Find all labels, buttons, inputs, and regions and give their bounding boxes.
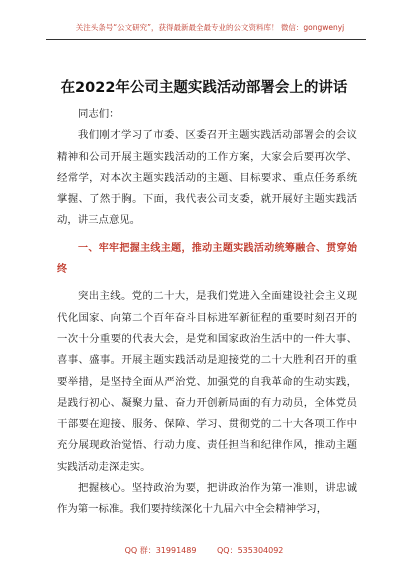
document-body: [57, 104, 357, 521]
body-paragraph: 突出主线。党的二十大，是我们党进入全面建设社会主义现代化国家、向第二个百年奋斗目标进军新征程的重要时刻召开的一次十分重要的代表大会，是党和国家政治生活中的一件大事、喜事、盛事。开展主题实践活动是迎接党的二十大胜利召开的重要举措，是坚持全面从严治党、加强党的自我革命的生动实践，是践行初心、凝聚力量、奋力开创新局面的有力动员，全体党员干部要在迎接、服务、保障、学习、贯彻党的二十大各项工作中充分展现政治觉悟、行动力度、责任担当和纪律作风，推动主题实践活动走深走实。: [57, 290, 357, 473]
document-title: 在2022年公司主题实践活动部署会上的讲话: [60, 80, 348, 96]
header-divider: [46, 39, 366, 40]
qq-text: QQ：535304092: [217, 546, 284, 555]
header-banner[interactable]: 关注头条号“公文研究”，获得最新最全最专业的公文资料库！ 微信：gongwenyj: [75, 23, 345, 32]
greeting: 同志们：: [78, 108, 120, 120]
intro-paragraph: 我们刚才学习了市委、区委召开主题实践活动部署会的会议精神和公司开展主题实践活动的工作方案，大家会后要再次学、经常学，对本次主题实践活动的主题、目标要求、重点任务系统掌握、了然于胸。下面，我代表公司支委，就开展好主题实践活动，讲三点意见。: [57, 129, 357, 227]
section-heading: 一、牢牢把握主线主题，推动主题实践活动统筹融合、贯穿始终: [57, 242, 357, 276]
body-paragraph: 把握核心。坚持政治为要，把讲政治作为第一准则，讲忠诚作为第一标准。我们要持续深化十九届六中全会精神学习，: [57, 482, 357, 516]
footer-contact: [0, 545, 408, 556]
qq-group-text: QQ 群：31991489: [124, 546, 197, 555]
